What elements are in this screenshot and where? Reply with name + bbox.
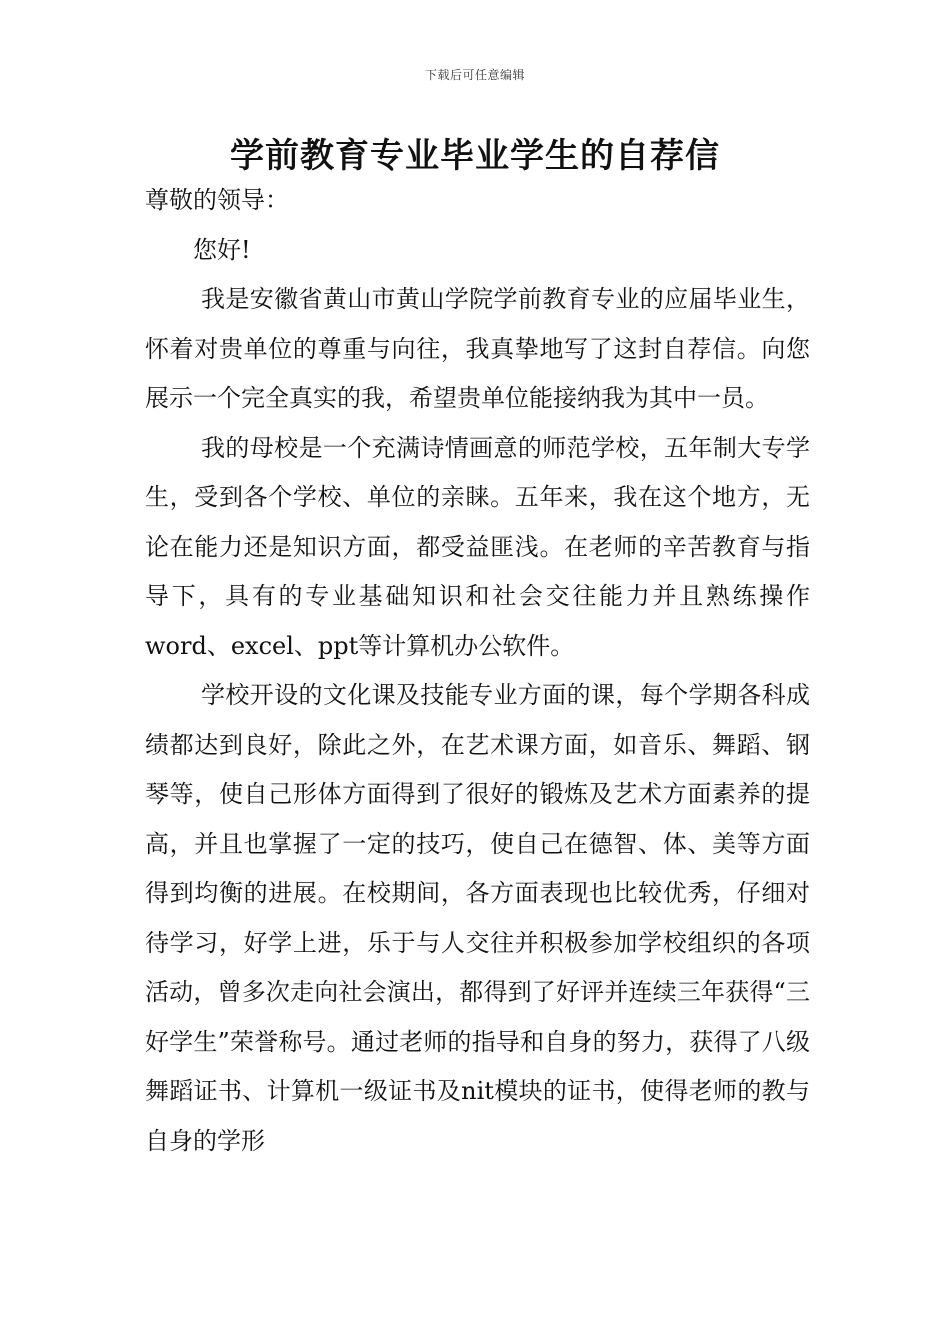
paragraph-school: 我的母校是一个充满诗情画意的师范学校，五年制大专学生，受到各个学校、单位的亲睐。五年来，我在这个地方，无论在能力还是知识方面，都受益匪浅。在老师的辛苦教育与指导下，具有的专业基础知识和社会交往能力并且熟练操作word、excel、ppt等计算机办公软件。 xyxy=(145,433,810,660)
paragraph-intro: 我是安徽省黄山市黄山学院学前教育专业的应届毕业生，怀着对贵单位的尊重与向往，我真挚地写了这封自荐信。向您展示一个完全真实的我，希望贵单位能接纳我为其中一员。 xyxy=(145,285,810,412)
document-title: 学前教育专业毕业学生的自荐信 xyxy=(230,136,720,176)
salutation: 尊敬的领导： xyxy=(145,186,289,214)
letter-body xyxy=(145,176,810,1166)
paragraph-achievements: 学校开设的文化课及技能专业方面的课，每个学期各科成绩都达到良好，除此之外，在艺术课方面，如音乐、舞蹈、钢琴等，使自己形体方面得到了很好的锻炼及艺术方面素养的提高，并且也掌握了一定的技巧，使自己在德智、体、美等方面得到均衡的进展。在校期间，各方面表现也比较优秀，仔细对待学习，好学上进，乐于与人交往并积极参加学校组织的各项活动，曾多次走向社会演出，都得到了好评并连续三年获得“三好学生”荣誉称号。通过老师的指导和自身的努力，获得了八级舞蹈证书、计算机一级证书及nit模块的证书，使得老师的教与自身的学形 xyxy=(145,681,810,1155)
greeting: 您好! xyxy=(193,235,251,264)
header-note: 下载后可任意编辑 xyxy=(424,68,525,82)
